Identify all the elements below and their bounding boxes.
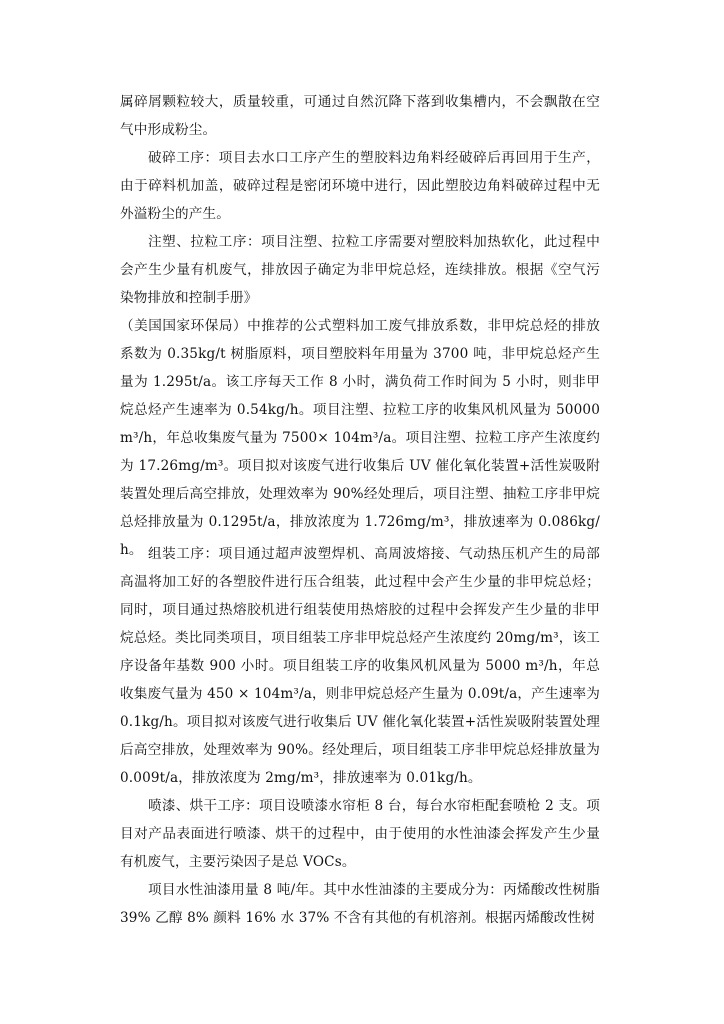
paragraph-emission-calculation: （美国国家环保局）中推荐的公式塑料加工废气排放系数，非甲烷总烃的排放系数为 0.35kg/t 树脂原料，项目塑胶料年用量为 3700 吨，非甲烷总烃产生量为 1.295t/a。该工序每天工作 8 小时，满负荷工作时间为 5 小时，则非甲烷总烃产生速率为 0.54kg/h。项目注塑、拉粒工序的收集风机风量为 50000 m³/h，年总收集废气量为 7500× 104m³/a。项目注塑、拉粒工序产生浓度约为 17.26mg/m³。项目拟对该废气进行收集后 UV 催化氧化装置+活性炭吸附装置处理后高空排放，处理效率为 90%经处理后，项目注塑、抽粒工序非甲烷总烃排放量为 0.1295t/a，排放浓度为 1.726mg/m³，排放速率为 0.086kg/h。: [120, 318, 600, 558]
paragraph-assembly-process: 组装工序：项目通过超声波塑焊机、高周波熔接、气动热压机产生的局部高温将加工好的各塑胶件进行压合组装，此过程中会产生少量的非甲烷总烃；同时，项目通过热熔胶机进行组装使用热熔胶的过程中会挥发产生少量的非甲烷总烃。类比同类项目，项目组装工序非甲烷总烃产生浓度约 20mg/m³，该工序设备年基数 900 小时。项目组装工序的收集风机风量为 5000 m³/h，年总收集废气量为 450 × 104m³/a，则非甲烷总烃产生量为 0.09t/a，产生速率为 0.1kg/h。项目拟对该废气进行收集后 UV 催化氧化装置+活性炭吸附装置处理后高空排放，处理效率为 90%。经处理后，项目组装工序非甲烷总烃排放量为 0.009t/a，排放浓度为 2mg/m³，排放速率为 0.01kg/h。: [120, 546, 600, 786]
paragraph-crushing-process: 破碎工序：项目去水口工序产生的塑胶料边角料经破碎后再回用于生产，由于碎料机加盖，破碎过程是密闭环境中进行，因此塑胶边角料破碎过程中无外溢粉尘的产生。: [120, 150, 600, 222]
paragraph-injection-molding: 注塑、拉粒工序：项目注塑、拉粒工序需要对塑胶料加热软化，此过程中会产生少量有机废气，排放因子确定为非甲烷总烃，连续排放。根据《空气污染物排放和控制手册》: [120, 234, 600, 306]
paragraph-spray-painting: 喷漆、烘干工序：项目设喷漆水帘柜 8 台，每台水帘柜配套喷枪 2 支。项目对产品表面进行喷漆、烘干的过程中，由于使用的水性油漆会挥发产生少量有机废气，主要污染因子是总 VOCs。: [120, 798, 600, 870]
paragraph-dust-settling: 属碎屑颗粒较大，质量较重，可通过自然沉降下落到收集槽内，不会飘散在空气中形成粉尘。: [120, 94, 600, 138]
paragraph-paint-composition: 项目水性油漆用量 8 吨/年。其中水性油漆的主要成分为：丙烯酸改性树脂 39% 乙醇 8% 颜料 16% 水 37% 不含有其他的有机溶剂。根据丙烯酸改性树: [120, 882, 600, 926]
